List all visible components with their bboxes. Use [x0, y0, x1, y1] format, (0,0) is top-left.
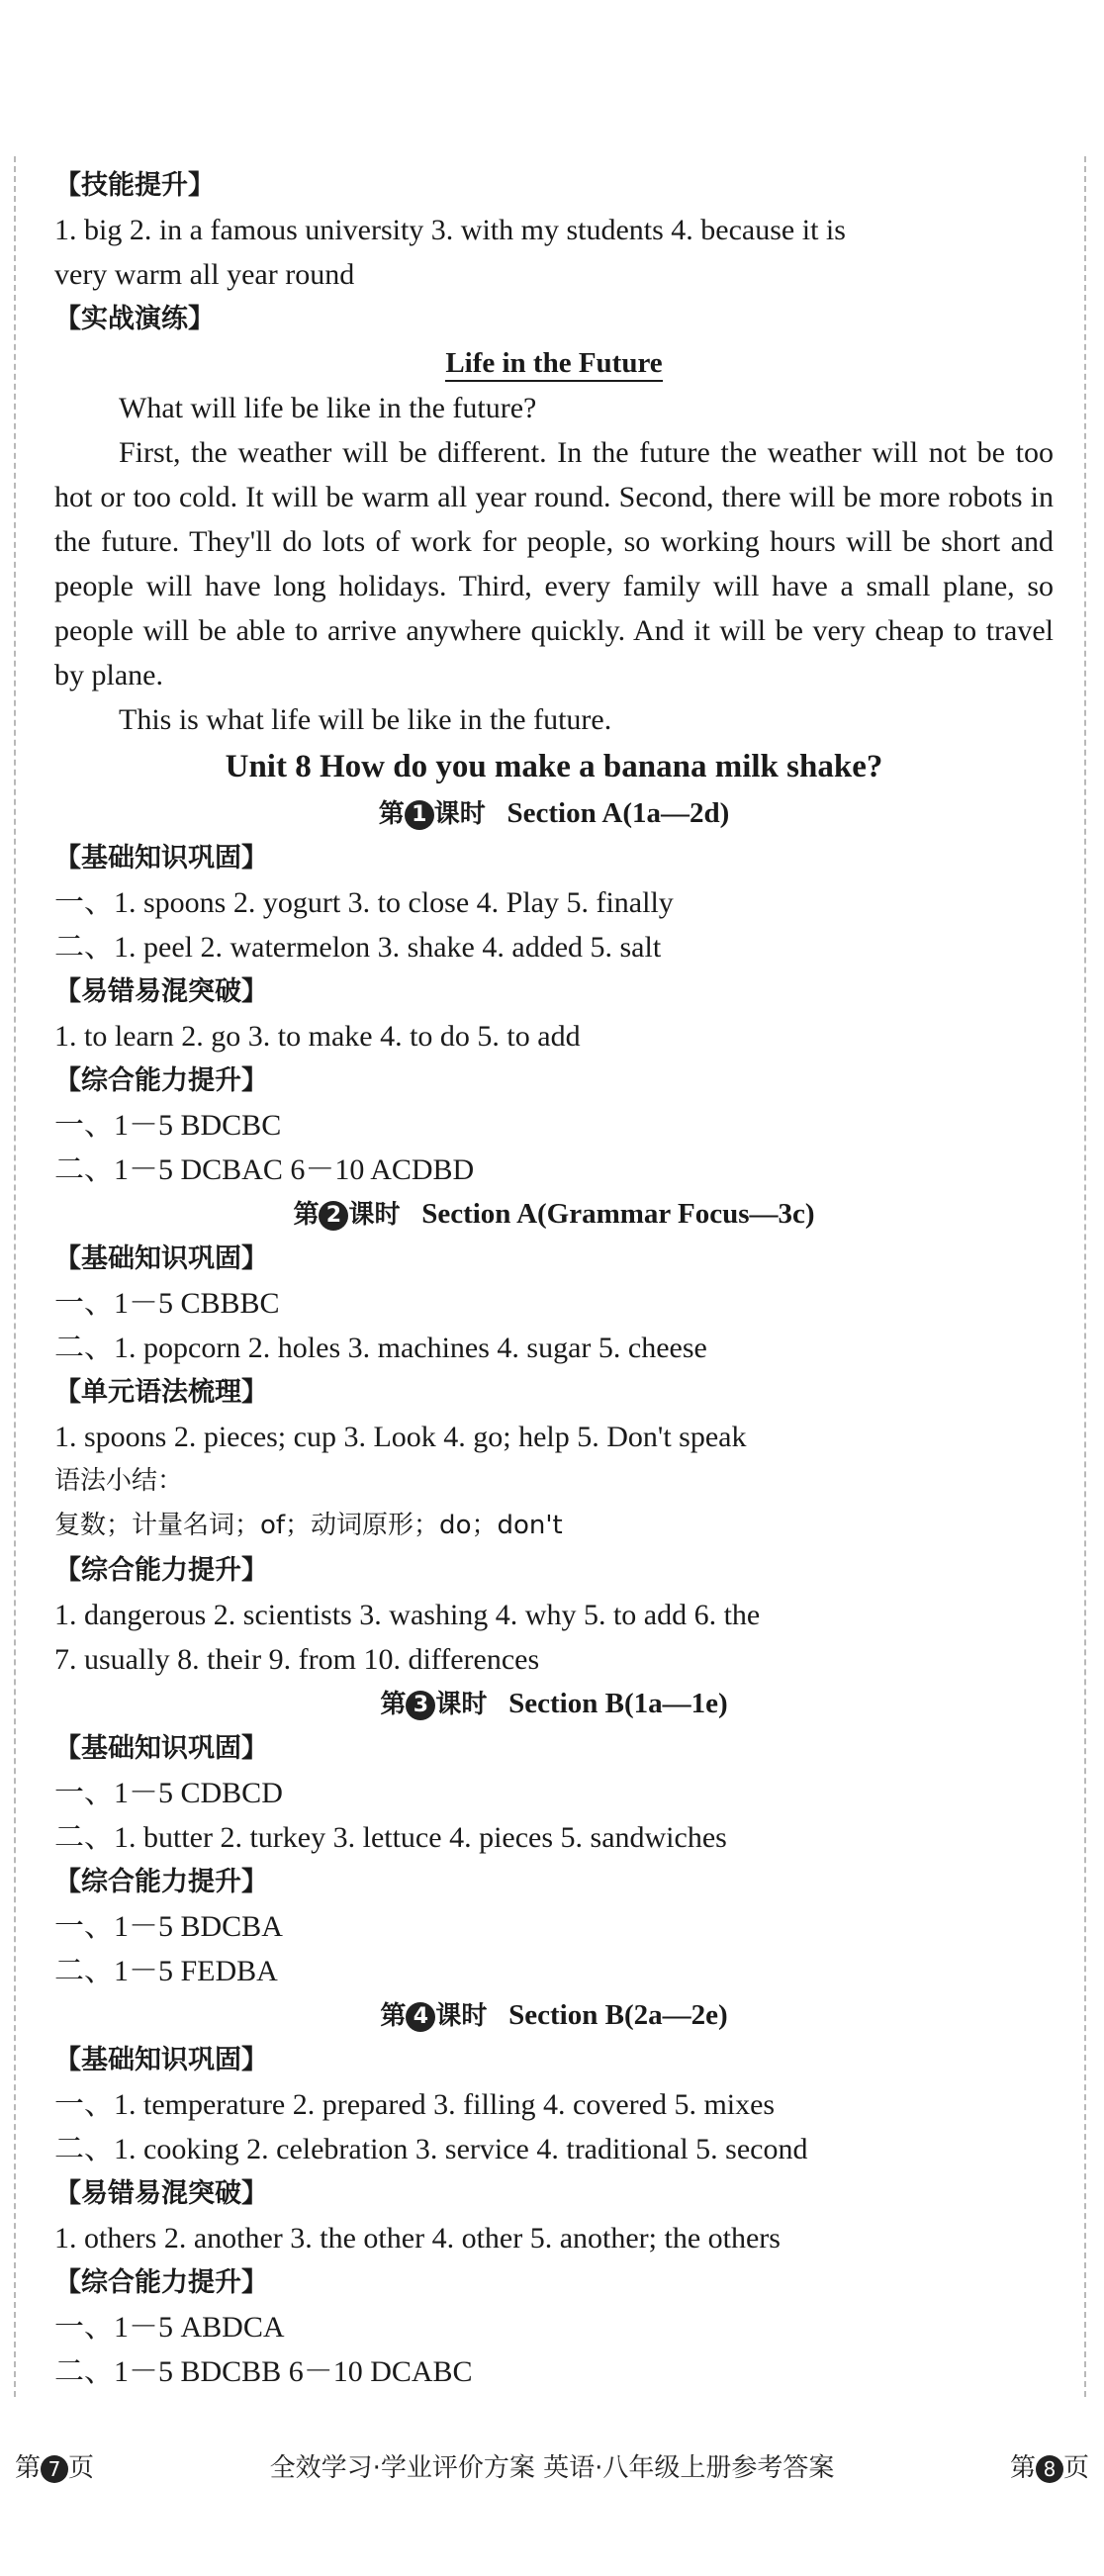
lesson-suffix: 课时	[348, 1200, 401, 1230]
lesson-heading	[54, 791, 1054, 836]
answer-line: 一、1－5 ABDCA	[54, 2311, 285, 2344]
footer-left-suffix: 页	[68, 2453, 95, 2483]
answer-line: 1. others 2. another 3. the other 4. other 5. another; the others	[54, 2222, 781, 2254]
lesson-section: Section A(Grammar Focus—3c)	[421, 1198, 815, 1230]
lesson-heading	[54, 1192, 1054, 1237]
lesson-suffix: 课时	[435, 1690, 488, 1719]
practice-header: 【实战演练】	[54, 304, 215, 334]
lesson-number-badge: 4	[406, 2002, 435, 2032]
answer-line: 7. usually 8. their 9. from 10. differences	[54, 1643, 540, 1676]
answer-line: 1. spoons 2. pieces; cup 3. Look 4. go; help 5. Don't speak	[54, 1421, 747, 1453]
comprehensive-header: 【综合能力提升】	[54, 1867, 268, 1897]
comprehensive-header: 【综合能力提升】	[54, 2267, 268, 2298]
lesson-prefix: 第	[380, 2001, 407, 2031]
lesson-heading	[54, 1682, 1054, 1726]
answer-line: 一、1－5 BDCBC	[54, 1109, 282, 1142]
essay-paragraph: This is what life will be like in the future.	[119, 703, 612, 736]
comprehensive-header: 【综合能力提升】	[54, 1555, 268, 1586]
answer-line: 二、1－5 BDCBB 6－10 DCABC	[54, 2355, 473, 2388]
basic-header: 【基础知识巩固】	[54, 2045, 268, 2075]
answer-line: 1. dangerous 2. scientists 3. washing 4. why 5. to add 6. the	[54, 1599, 761, 1631]
grammar-header: 【单元语法梳理】	[54, 1377, 268, 1408]
lesson-prefix: 第	[293, 1200, 320, 1230]
lesson-number-badge: 1	[405, 800, 434, 830]
footer-left-prefix: 第	[15, 2453, 42, 2483]
answer-line: 一、1－5 BDCBA	[54, 1910, 283, 1943]
answer-line: 二、1. cooking 2. celebration 3. service 4. traditional 5. second	[54, 2133, 808, 2165]
basic-header: 【基础知识巩固】	[54, 1243, 268, 1274]
footer-book-title: 全效学习·学业评价方案 英语·八年级上册参考答案	[269, 2453, 835, 2483]
answer-line: 二、1. peel 2. watermelon 3. shake 4. added 5. salt	[54, 931, 662, 964]
skill-answer-line: very warm all year round	[54, 258, 355, 291]
lesson-section: Section B(2a—2e)	[508, 1999, 728, 2031]
basic-header: 【基础知识巩固】	[54, 1733, 268, 1764]
grammar-summary-label: 语法小结：	[54, 1466, 184, 1496]
skill-answer-line: 1. big 2. in a famous university 3. with my students 4. because it is	[54, 214, 846, 246]
essay-paragraph: First, the weather will be different. In the future the weather will not be too hot or too cold. It will be warm all year round. Second, there will be more robots in the future. They'll do lots of work for people, so working hours will be short and people will have long holidays. Third, every family will have a small plane, so people will be able to arrive anywhere quickly. And it will be very cheap to travel by plane.	[54, 436, 1054, 691]
answer-line: 二、1. popcorn 2. holes 3. machines 4. sugar 5. cheese	[54, 1332, 707, 1364]
answer-line: 二、1－5 FEDBA	[54, 1955, 278, 1987]
answer-line: 二、1－5 DCBAC 6－10 ACDBD	[54, 1153, 475, 1186]
answer-line: 一、1－5 CDBCD	[54, 1777, 283, 1809]
essay-title-text: Life in the Future	[445, 347, 662, 382]
lesson-suffix: 课时	[433, 799, 486, 829]
lesson-section: Section B(1a—1e)	[508, 1688, 728, 1719]
grammar-summary: 复数；计量名词；of；动词原形；do；don't	[54, 1511, 563, 1540]
confusion-header: 【易错易混突破】	[54, 976, 268, 1007]
unit-title: Unit 8 How do you make a banana milk shake?	[225, 749, 883, 784]
answer-line: 1. to learn 2. go 3. to make 4. to do 5. to add	[54, 1020, 581, 1053]
page-number-badge: 8	[1036, 2455, 1063, 2483]
footer-right-page	[1010, 2443, 1089, 2493]
basic-header: 【基础知识巩固】	[54, 843, 268, 874]
page-content	[54, 163, 1054, 2394]
lesson-section: Section A(1a—2d)	[506, 797, 730, 829]
page-footer	[0, 2443, 1104, 2493]
right-dashed-rule	[1084, 156, 1086, 2397]
answer-line: 一、1. temperature 2. prepared 3. filling 4. covered 5. mixes	[54, 2088, 776, 2121]
lesson-heading	[54, 1993, 1054, 2038]
lesson-number-badge: 3	[406, 1691, 435, 1720]
lesson-number-badge: 2	[319, 1201, 348, 1231]
footer-right-suffix: 页	[1062, 2453, 1089, 2483]
left-dashed-rule	[14, 156, 16, 2397]
lesson-prefix: 第	[380, 1690, 407, 1719]
lesson-prefix: 第	[378, 799, 405, 829]
essay-paragraph: What will life be like in the future?	[119, 392, 537, 424]
answer-line: 一、1－5 CBBBC	[54, 1287, 280, 1320]
confusion-header: 【易错易混突破】	[54, 2178, 268, 2209]
skill-header: 【技能提升】	[54, 170, 215, 201]
essay-title	[54, 341, 1054, 386]
comprehensive-header: 【综合能力提升】	[54, 1065, 268, 1096]
answer-line: 一、1. spoons 2. yogurt 3. to close 4. Play 5. finally	[54, 886, 674, 919]
footer-right-prefix: 第	[1009, 2453, 1036, 2483]
page-number-badge: 7	[41, 2455, 68, 2483]
answer-line: 二、1. butter 2. turkey 3. lettuce 4. pieces 5. sandwiches	[54, 1821, 727, 1854]
lesson-suffix: 课时	[435, 2001, 488, 2031]
